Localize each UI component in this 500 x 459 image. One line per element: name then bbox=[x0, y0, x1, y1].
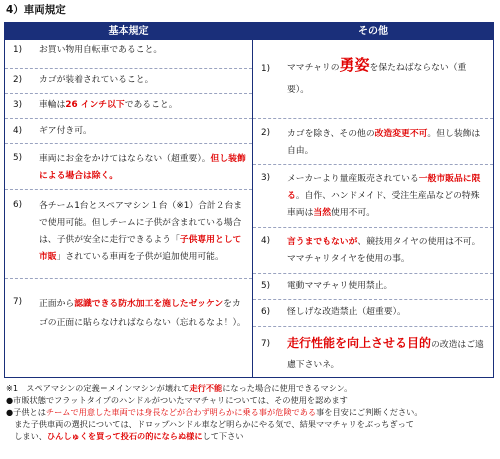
rule-number: 3) bbox=[261, 173, 271, 183]
rule-text: ギア付き可。 bbox=[39, 126, 92, 136]
other-rule-row bbox=[253, 118, 493, 164]
rule-number: 4) bbox=[261, 236, 271, 246]
rule-text: カゴが装着されていること。 bbox=[39, 75, 154, 85]
other-rule-row bbox=[253, 48, 493, 118]
rule-number: 6) bbox=[261, 307, 271, 317]
rule-number: 2) bbox=[13, 75, 23, 85]
rule-text: 怪しげな改造禁止（超重要）。 bbox=[287, 307, 406, 317]
basic-rules-header: 基本規定 bbox=[5, 23, 252, 40]
rule-text: 走行性能を向上させる目的の改造はご遠慮下さいネ。 bbox=[287, 336, 484, 370]
other-rule-row bbox=[253, 326, 493, 379]
spare-machine-note: ※1 スペアマシンの定義＝メインマシンが壊れて走行不能になった場合に使用できるマシン。 bbox=[6, 383, 353, 393]
section-heading: 4）車両規定 bbox=[6, 4, 66, 16]
rule-text: カゴを除き、その他の改造変更不可。但し装飾は自由。 bbox=[287, 129, 481, 156]
rule-text: ママチャリの勇姿を保たねばならない（重要）。 bbox=[287, 56, 467, 95]
rule-number: 5) bbox=[261, 281, 271, 291]
rule-text: 言うまでもないが、競技用タイヤの使用は不可。ママチャリタイヤを使用の事。 bbox=[287, 237, 481, 264]
basic-rules-column bbox=[5, 40, 252, 377]
rule-text: メーカーより量産販売されている一般市販品に限る。自作、ハンドメイド、受注生産品などの特殊車両は当然使用不可。 bbox=[287, 174, 481, 218]
rule-text: 正面から認識できる防水加工を施したゼッケンをカゴの正面に貼らなければならない（忘れるなよ！）。 bbox=[39, 299, 246, 328]
flat-handle-note: ●市販状態でフラットタイプのハンドルがついたママチャリについては、その使用を認めます bbox=[6, 395, 348, 405]
other-rules-header: その他 bbox=[253, 23, 493, 40]
vehicle-rules-table bbox=[4, 22, 494, 378]
rule-number: 5) bbox=[13, 153, 23, 163]
rule-text: お買い物用自転車であること。 bbox=[39, 45, 163, 55]
other-rule-row bbox=[253, 227, 493, 273]
rule-text: 車両にお金をかけてはならない（超重要）。但し装飾による場合は除く。 bbox=[39, 154, 246, 181]
basic-rule-row bbox=[5, 93, 252, 118]
rule-number: 2) bbox=[261, 128, 271, 138]
rule-text: 車輪は26 インチ以下であること。 bbox=[39, 100, 178, 110]
child-vehicle-note: また子供車両の選択については、ドロップハンドル車など明らかにやる気で、結果ママチャリをぶっちぎって bbox=[6, 419, 414, 429]
rule-number: 1) bbox=[261, 64, 271, 74]
rule-number: 6) bbox=[13, 200, 23, 210]
rule-number: 4) bbox=[13, 126, 23, 136]
rule-number: 7) bbox=[13, 297, 23, 307]
other-rule-row bbox=[253, 273, 493, 299]
basic-rule-row bbox=[5, 118, 252, 143]
basic-rule-row bbox=[5, 143, 252, 189]
basic-rule-row bbox=[5, 189, 252, 278]
rule-text: 電動ママチャリ使用禁止。 bbox=[287, 281, 393, 291]
rule-number: 1) bbox=[13, 45, 23, 55]
rule-number: 3) bbox=[13, 100, 23, 110]
other-rules-column bbox=[253, 40, 493, 377]
other-rule-row bbox=[253, 299, 493, 326]
rule-number: 7) bbox=[261, 339, 271, 349]
child-vehicle-note-cont: しまい、ひんしゅくを買って投石の的にならぬ様にして下さい bbox=[6, 431, 244, 441]
child-definition-note: ●子供とはチームで用意した車両では身長などが合わず明らかに乗る事が危険である事を目安にご判断ください。 bbox=[6, 407, 423, 417]
basic-rule-row bbox=[5, 278, 252, 379]
rule-text: 各チーム1台とスペアマシン１台（※1）合計２台まで使用可能。但しチームに子供が含まれている場合は、子供が安全に走行できるよう「子供専用として市販」されている車両を子供が追加使用可能。 bbox=[39, 201, 243, 262]
other-rule-row bbox=[253, 164, 493, 227]
basic-rule-row bbox=[5, 68, 252, 93]
